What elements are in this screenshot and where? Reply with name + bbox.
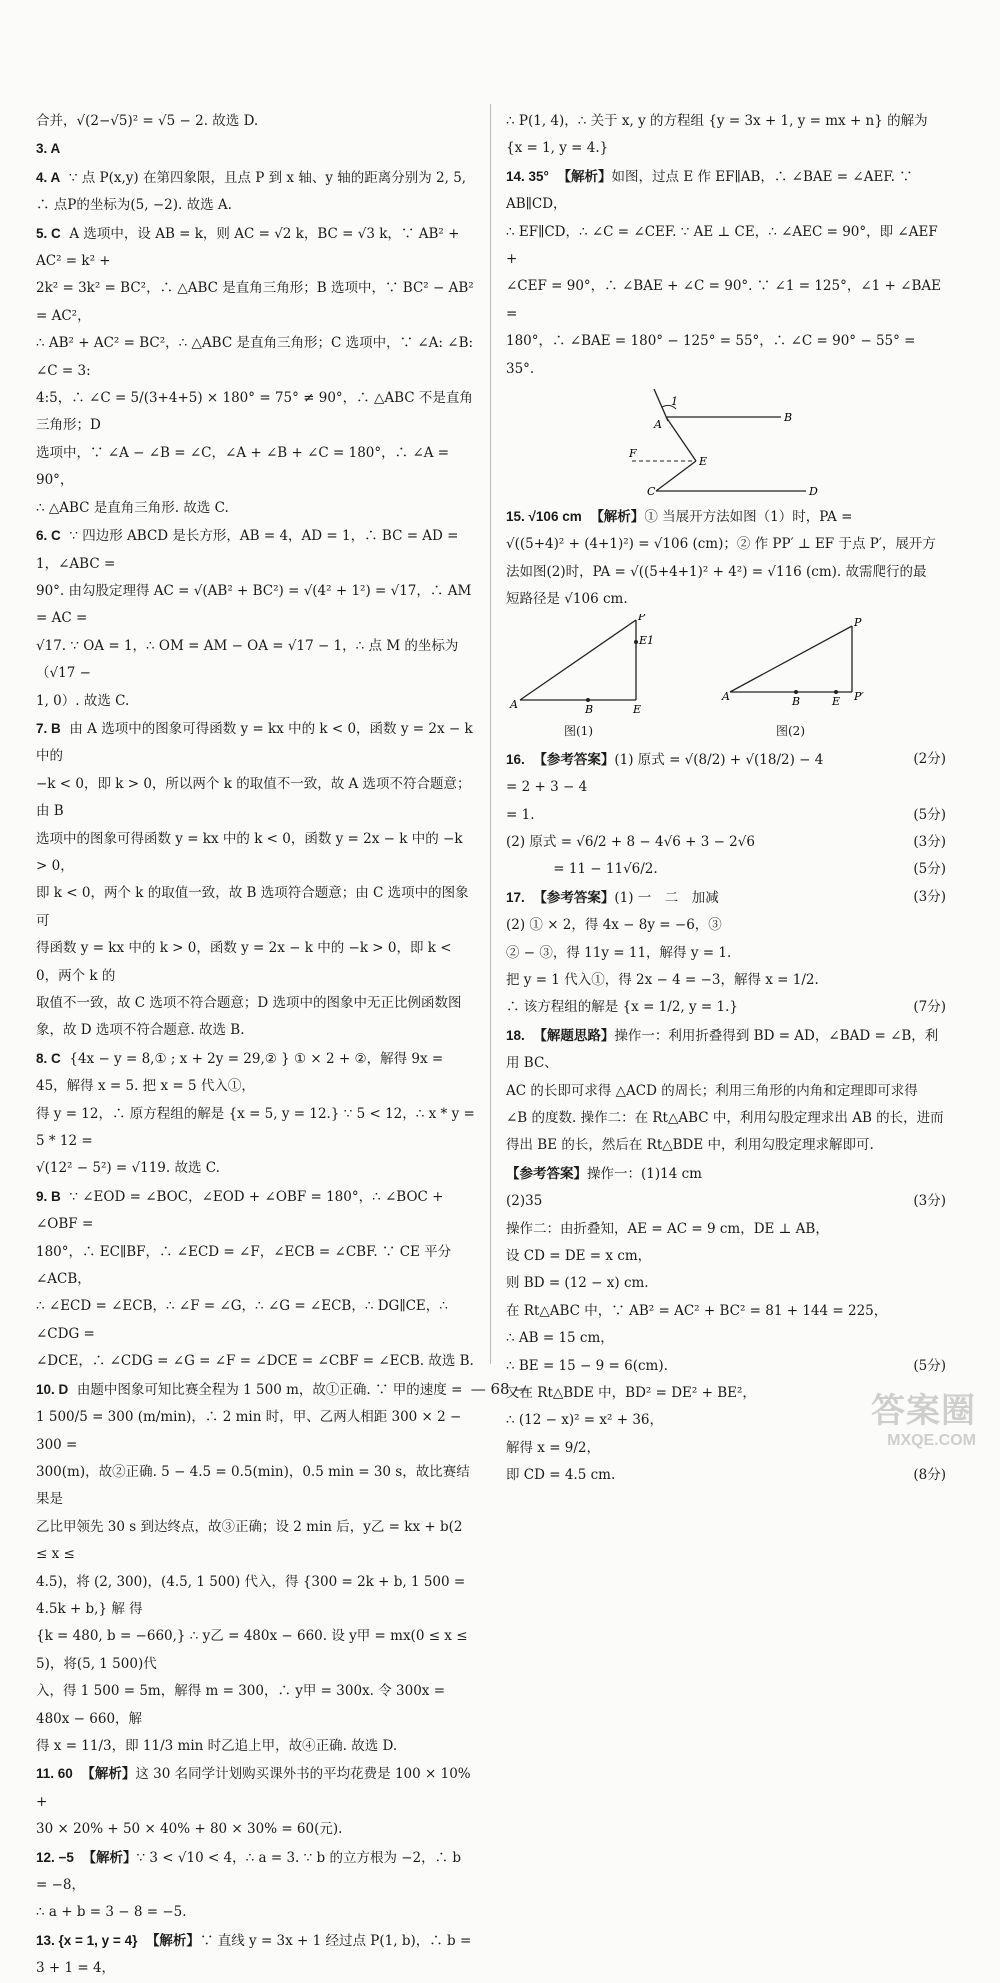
- fig15-2-label-pp: P′: [854, 689, 864, 703]
- line-text: AC 的长即可求得 △ACD 的周长；利用三角形的内角和定理即可求得: [506, 1082, 918, 1099]
- question-number: 7. B: [36, 720, 61, 736]
- line-text: 法如图(2)时，PA = √((5+4+1)² + 4²) = √116 (cm). 故需爬行的最: [506, 563, 927, 580]
- text-line: [36, 771, 476, 826]
- fig15-2-label-b: B: [792, 694, 801, 708]
- line-content: [36, 721, 477, 764]
- fig14-label-e: E: [699, 455, 708, 469]
- question-line: [36, 1045, 476, 1101]
- watermark-logo-text: 答案圈: [871, 1392, 976, 1430]
- line-text: 即 k < 0，两个 k 的取值一致，故 B 选项符合题意；由 C 选项中的图象可: [36, 885, 469, 929]
- line-text: 得 x = 11/3，即 11/3 min 时乙追上甲，故④正确. 故选 D.: [36, 1737, 398, 1754]
- line-content: [506, 774, 587, 801]
- line-text: 得出 BE 的长，然后在 Rt△BDE 中，利用勾股定理求解即可.: [506, 1137, 874, 1154]
- text-line: [506, 219, 946, 274]
- line-content: [36, 776, 471, 819]
- line-content: [506, 967, 819, 994]
- text-line: [506, 1105, 946, 1132]
- fig14-label-c: C: [647, 485, 656, 499]
- text-line: [506, 1132, 946, 1159]
- line-content: [36, 113, 258, 129]
- line-text: 即 CD = 4.5 cm.: [506, 1467, 616, 1484]
- text-line: [506, 108, 946, 163]
- line-content: [36, 197, 232, 213]
- line-content: [36, 1409, 466, 1452]
- question-number: 14. 35°: [506, 168, 549, 184]
- question-number: 12. −5: [36, 1849, 74, 1865]
- fig15-1-label-p: P: [638, 613, 646, 623]
- line-content: [506, 1078, 918, 1105]
- line-content: [506, 940, 731, 967]
- section-tag: 【参考答案】: [533, 751, 615, 767]
- text-line: [506, 967, 946, 994]
- text-line: [36, 1733, 476, 1760]
- line-text: (2) 原式 = √6/2 + 8 − 4√6 + 3 − 2√6: [506, 833, 755, 850]
- text-line: [36, 1017, 476, 1044]
- line-content: [36, 1904, 187, 1920]
- text-line: [506, 1078, 946, 1105]
- question-number: 9. B: [36, 1188, 61, 1204]
- question-line: [506, 163, 946, 219]
- page-number: — 68 —: [470, 1380, 530, 1398]
- line-text: −k < 0，即 k > 0，所以两个 k 的取值不一致，故 A 选项不符合题意；由 B: [36, 775, 471, 820]
- line-text: 1 500/5 = 300 (m/min)，∴ 2 min 时，甲、乙两人相距 300 × 2 − 300 =: [36, 1409, 466, 1453]
- text-line: [36, 1623, 476, 1678]
- text-line: [36, 275, 476, 330]
- text-line: [506, 1298, 946, 1325]
- section-tag: 【解析】: [81, 1766, 136, 1782]
- line-content: [36, 335, 477, 378]
- fig14-label-1: 1: [671, 395, 678, 409]
- line-content: [506, 884, 719, 912]
- question-number: 4. A: [36, 169, 61, 185]
- line-content: [506, 169, 917, 212]
- text-line: [36, 385, 476, 440]
- line-text: ∴ (12 − x)² = x² + 36，: [506, 1412, 664, 1429]
- line-text: 取值不一致，故 C 选项不符合题意；D 选项中的图象中无正比例函数图: [36, 995, 462, 1011]
- text-line: [506, 1325, 946, 1352]
- line-content: [36, 141, 69, 157]
- text-line: [506, 273, 946, 328]
- line-content: [506, 591, 628, 607]
- line-text: √((5+4)² + (4+1)²) = √106 (cm)；② 作 PP′ ⊥ EF 于点 P′，展开方: [506, 536, 936, 553]
- line-content: [506, 994, 738, 1021]
- line-content: [506, 1353, 668, 1380]
- text-line: [506, 1270, 946, 1297]
- line-content: [506, 1298, 887, 1325]
- fig15-1-label-a: A: [510, 697, 518, 711]
- line-text: ∴ AB = 15 cm，: [506, 1330, 614, 1347]
- line-content: [36, 1850, 465, 1893]
- line-content: [36, 1821, 342, 1837]
- line-content: [36, 1464, 470, 1507]
- line-text: 300(m)，故②正确. 5 − 4.5 = 0.5(min)，0.5 min = 30 s，故比赛结果是: [36, 1463, 470, 1508]
- text-line: [506, 1188, 946, 1215]
- text-line: [36, 1816, 476, 1843]
- fig15-1-label-b: B: [585, 702, 594, 716]
- line-text: {4x − y = 8,① ; x + 2y = 29,② } ① × 2 + ②，解得 9x = 45，解得 x = 5. 把 x = 5 代入①，: [36, 1050, 448, 1095]
- fig15-1-label-e1: E1: [639, 633, 655, 647]
- fig15-2-label-e: E: [832, 694, 841, 708]
- text-line: [36, 1899, 476, 1926]
- line-content: [506, 564, 927, 580]
- line-text: 90°. 由勾股定理得 AC = √(AB² + BC²) = √(4² + 1²) = √17，∴ AM = AC =: [36, 582, 476, 627]
- score-label: (5分): [913, 806, 946, 823]
- line-text: ∠B 的度数. 操作二：在 Rt△ABC 中，利用勾股定理求出 AB 的长，进而: [506, 1109, 944, 1126]
- column-divider: [490, 104, 491, 1364]
- line-content: [506, 1022, 946, 1078]
- line-content: [36, 1628, 472, 1671]
- text-line: [36, 330, 476, 385]
- question-line: [36, 522, 476, 578]
- line-text: 又在 Rt△BDE 中，BD² = DE² + BE²，: [506, 1385, 756, 1402]
- line-text: 1, 0）. 故选 C.: [36, 692, 130, 709]
- line-text: ∴ ∠ECD = ∠ECB，∴ ∠F = ∠G，∴ ∠G = ∠ECB，∴ DG∥CE，∴ ∠CDG =: [36, 1298, 453, 1342]
- line-content: [36, 1574, 470, 1617]
- line-text: 如图，过点 E 作 EF∥AB，∴ ∠BAE = ∠AEF. ∵ AB∥CD，: [506, 168, 917, 213]
- line-content: [36, 170, 466, 186]
- line-content: [36, 226, 464, 269]
- line-text: ∠CEF = 90°，∴ ∠BAE + ∠C = 90°. ∵ ∠1 = 125°，∠1 + ∠BAE =: [506, 278, 946, 322]
- question-number: 11. 60: [36, 1766, 73, 1782]
- figure-14: [506, 383, 946, 503]
- question-number: 8. C: [36, 1050, 61, 1066]
- line-content: [36, 1766, 475, 1809]
- line-content: [506, 1160, 702, 1188]
- line-text: ∴ P(1, 4)，∴ 关于 x, y 的方程组 {y = 3x + 1, y = mx + n} 的解为 {x = 1, y = 4.}: [506, 113, 932, 157]
- text-line: [36, 1348, 476, 1375]
- line-text: A 选项中，设 AB = k，则 AC = √2 k，BC = √3 k，∵ AB² + AC² = k² +: [36, 225, 464, 270]
- fig14-label-b: B: [784, 411, 793, 425]
- line-text: 2k² = 3k² = BC²，∴ △ABC 是直角三角形；B 选项中，∵ BC² − AB² = AC²，: [36, 280, 478, 324]
- line-text: ∵ 3 < √10 < 4，∴ a = 3. ∵ b 的立方根为 −2，∴ b = −8，: [36, 1849, 466, 1893]
- question-line: [506, 1022, 946, 1078]
- line-content: [506, 278, 945, 321]
- question-line: [36, 220, 476, 276]
- text-line: [36, 1459, 476, 1514]
- line-content: [36, 1683, 449, 1726]
- line-content: [36, 500, 229, 516]
- line-content: [36, 1738, 397, 1754]
- section-tag: 【参考答案】: [506, 1165, 587, 1181]
- text-line: [506, 940, 946, 967]
- score-label: (2分): [913, 750, 946, 767]
- text-line: [36, 1239, 476, 1294]
- line-text: 30 × 20% + 50 × 40% + 80 × 30% = 60(元).: [36, 1821, 343, 1838]
- text-line: [36, 192, 476, 219]
- line-content: [506, 113, 932, 156]
- line-content: [36, 280, 478, 323]
- text-line: [36, 1404, 476, 1459]
- fig14-label-f: F: [629, 447, 637, 461]
- watermark: [816, 1383, 976, 1473]
- text-line: [36, 880, 476, 935]
- text-line: [506, 559, 946, 586]
- line-content: [36, 940, 456, 983]
- line-content: [506, 1325, 614, 1352]
- text-line: [36, 1514, 476, 1569]
- question-line: [36, 164, 476, 192]
- line-content: [36, 1353, 474, 1369]
- line-content: [36, 1160, 220, 1176]
- line-text: 操作一：(1)14 cm: [587, 1165, 702, 1182]
- line-text: 在 Rt△ABC 中，∵ AB² = AC² + BC² = 81 + 144 = 225，: [506, 1302, 888, 1319]
- line-text: 乙比甲领先 30 s 到达终点，故③正确；设 2 min 后，y乙 = kx + b(2 ≤ x ≤: [36, 1518, 467, 1563]
- line-text: 合并，√(2−√5)² = √5 − 2. 故选 D.: [36, 113, 259, 129]
- line-content: [36, 995, 462, 1011]
- question-number: 5. C: [36, 225, 61, 241]
- line-content: [506, 829, 755, 856]
- line-content: [36, 528, 463, 571]
- line-text: ∵ 四边形 ABCD 是长方形，AB = 4，AD = 1，∴ BC = AD = 1，∠ABC =: [36, 528, 463, 572]
- right-column: [506, 108, 946, 1490]
- text-line: [36, 1678, 476, 1733]
- line-text: ∵ 直线 y = 3x + 1 经过点 P(1, b)，∴ b = 3 + 1 = 4，: [36, 1932, 476, 1977]
- line-content: [506, 1435, 600, 1462]
- line-text: 操作一：利用折叠得到 BD = AD，∠BAD = ∠B，利用 BC、: [506, 1027, 939, 1072]
- line-text: 4.5)，将 (2, 300)，(4.5, 1 500) 代入，得 {300 = 2k + b, 1 500 = 4.5k + b,} 解 得: [36, 1573, 470, 1617]
- line-content: [36, 583, 476, 626]
- line-content: [36, 693, 129, 709]
- line-text: 得函数 y = kx 中的 k > 0，函数 y = 2x − k 中的 −k > 0，即 k < 0，两个 k 的: [36, 940, 456, 984]
- line-text: 4:5，∴ ∠C = 5/(3+4+5) × 180° = 75° ≠ 90°，∴ △ABC 不是直角三角形；D: [36, 390, 473, 434]
- line-text: ∴ BE = 15 − 9 = 6(cm).: [506, 1357, 668, 1374]
- text-line: [36, 108, 476, 135]
- score-label: (3分): [913, 888, 946, 905]
- line-text: 操作二：由折叠知，AE = AC = 9 cm，DE ⊥ AB，: [506, 1220, 829, 1237]
- line-content: [36, 1933, 476, 1976]
- line-content: [506, 1188, 542, 1215]
- line-text: ∴ EF∥CD，∴ ∠C = ∠CEF. ∵ AE ⊥ CE，∴ ∠AEC = 90°，即 ∠AEF +: [506, 223, 943, 268]
- fig14-label-d: D: [809, 485, 818, 499]
- line-text: 由题中图象可知比赛全程为 1 500 m，故①正确. ∵ 甲的速度 =: [76, 1381, 463, 1398]
- line-text: 解得 x = 9/2，: [506, 1439, 601, 1456]
- score-label: (5分): [913, 861, 946, 878]
- line-text: 选项中，∵ ∠A − ∠B = ∠C，∠A + ∠B + ∠C = 180°，∴ ∠A = 90°，: [36, 444, 454, 489]
- text-line: [36, 935, 476, 990]
- line-text: 这 30 名同学计划购买课外书的平均花费是 100 × 10% +: [36, 1766, 475, 1810]
- text-line: [36, 1569, 476, 1624]
- text-line: [36, 1293, 476, 1348]
- line-content: [36, 445, 453, 488]
- line-text: 设 CD = DE = x cm，: [506, 1248, 652, 1264]
- line-text: 短路径是 √106 cm.: [506, 591, 628, 608]
- section-tag: 【解析】: [557, 168, 612, 184]
- line-content: [506, 1270, 649, 1297]
- line-text: ∴ 点P的坐标为(5, −2). 故选 A.: [36, 197, 232, 214]
- figure-15: [506, 614, 946, 746]
- line-text: √(12² − 5²) = √119. 故选 C.: [36, 1160, 220, 1177]
- figure-15-diagrams: [506, 614, 946, 724]
- fig15-1-label-e: E: [633, 702, 642, 716]
- figure-14-diagram: [506, 383, 946, 503]
- line-text: 象，故 D 选项不符合题意. 故选 B.: [36, 1022, 245, 1039]
- question-number: 18.: [506, 1027, 525, 1043]
- line-content: [36, 885, 469, 928]
- section-tag: 【解析】: [590, 509, 645, 525]
- text-line: [506, 802, 946, 829]
- section-tag: 【参考答案】: [533, 889, 615, 905]
- line-text: ∴ AB² + AC² = BC²，∴ △ABC 是直角三角形；C 选项中，∵ ∠A: ∠B: ∠C = 3:: [36, 335, 478, 379]
- line-content: [506, 1132, 874, 1159]
- line-content: [506, 1407, 663, 1434]
- line-text: {k = 480, b = −660,} ∴ y乙 = 480x − 660. 设 y甲 = mx(0 ≤ x ≤ 5)，将(5, 1 500)代: [36, 1628, 472, 1672]
- question-line: [506, 884, 946, 912]
- question-number: 13. {x = 1, y = 4}: [36, 1932, 138, 1948]
- line-content: [506, 333, 920, 376]
- line-content: [506, 746, 823, 774]
- line-text: 则 BD = (12 − x) cm.: [506, 1275, 649, 1292]
- line-content: [36, 1519, 467, 1562]
- question-line: [36, 135, 476, 163]
- line-text: ∵ 点 P(x,y) 在第四象限，且点 P 到 x 轴、y 轴的距离分别为 2, 5,: [68, 169, 467, 186]
- text-line: [36, 578, 476, 633]
- line-content: [506, 1105, 944, 1132]
- question-line: [36, 715, 476, 771]
- question-line: [36, 1760, 476, 1816]
- fig15-caption-1: 图(1): [564, 723, 593, 738]
- fig15-2-label-p: P: [854, 615, 862, 629]
- line-text: 180°，∴ ∠BAE = 180° − 125° = 55°，∴ ∠C = 90° − 55° = 35°.: [506, 333, 920, 377]
- line-content: [36, 1189, 448, 1232]
- line-content: [36, 390, 473, 433]
- line-text: 把 y = 1 代入①，得 2x − 4 = −3，解得 x = 1/2.: [506, 971, 819, 988]
- line-content: [506, 856, 658, 883]
- line-text: (2)35: [506, 1193, 543, 1210]
- question-line: [506, 746, 946, 774]
- line-text: (2) ① × 2，得 4x − 8y = −6，③: [506, 917, 722, 934]
- text-line: [36, 495, 476, 522]
- text-line: [506, 912, 946, 939]
- line-text: = 2 + 3 − 4: [506, 779, 588, 796]
- line-content: [36, 1106, 479, 1149]
- text-line: [36, 688, 476, 715]
- text-line: [506, 1216, 946, 1243]
- section-tag: 【解析】: [145, 1932, 200, 1948]
- section-tag: 【解题思路】: [533, 1027, 615, 1043]
- question-number: 10. D: [36, 1381, 69, 1397]
- line-text: = 11 − 11√6/2.: [506, 861, 658, 878]
- line-content: [506, 1216, 829, 1243]
- line-content: [506, 224, 942, 267]
- line-text: √17. ∵ OA = 1，∴ OM = AM − OA = √17 − 1，∴ 点 M 的坐标为（√17 −: [36, 637, 459, 682]
- line-text: ∴ a + b = 3 − 8 = −5.: [36, 1904, 187, 1921]
- text-line: [506, 1243, 946, 1270]
- question-line: [36, 1844, 476, 1900]
- score-label: (8分): [913, 1467, 946, 1484]
- score-label: (5分): [913, 1357, 946, 1374]
- line-content: [506, 912, 722, 939]
- question-number: 16.: [506, 751, 525, 767]
- text-line: [36, 1101, 480, 1156]
- question-line: [506, 503, 946, 531]
- line-content: [506, 1462, 615, 1489]
- question-number: 15. √106 cm: [506, 509, 582, 525]
- line-text: ② − ③，得 11y = 11，解得 y = 1.: [506, 944, 732, 961]
- left-column: [36, 108, 480, 1983]
- score-label: (7分): [913, 999, 946, 1016]
- text-line: [36, 440, 476, 495]
- line-text: (1) 一 二 加减: [614, 889, 719, 906]
- text-line: [506, 1160, 946, 1188]
- line-content: [506, 802, 534, 829]
- text-line: [36, 990, 476, 1017]
- line-text: ∠DCE，∴ ∠CDG = ∠G = ∠F = ∠DCE = ∠CBF = ∠ECB. 故选 B.: [36, 1353, 474, 1370]
- line-content: [506, 536, 936, 552]
- line-content: [36, 831, 467, 874]
- text-line: [36, 826, 476, 881]
- line-content: [36, 1051, 448, 1094]
- section-tag: 【解析】: [82, 1849, 137, 1865]
- line-content: [36, 1244, 455, 1287]
- text-line: [506, 1353, 946, 1380]
- text-line: [506, 774, 946, 801]
- line-text: 得 y = 12，∴ 原方程组的解是 {x = 5, y = 12.} ∵ 5 < 12，∴ x * y = 5 * 12 =: [36, 1105, 480, 1150]
- line-text: ∴ 该方程组的解是 {x = 1/2, y = 1.}: [506, 999, 738, 1016]
- line-content: [506, 1243, 651, 1270]
- watermark-url: MXQE.COM: [887, 1432, 976, 1449]
- fig15-2-label-a: A: [722, 689, 730, 703]
- question-number: 3. A: [36, 141, 61, 157]
- text-line: [506, 829, 946, 856]
- text-line: [506, 586, 946, 613]
- line-text: 由 A 选项中的图象可得函数 y = kx 中的 k < 0，函数 y = 2x − k 中的: [36, 720, 477, 765]
- fig14-label-a: A: [654, 418, 662, 432]
- line-text: (1) 原式 = √(8/2) + √(18/2) − 4: [614, 751, 824, 768]
- line-text: ① 当展开方法如图（1）时，PA =: [644, 509, 853, 526]
- question-number: 6. C: [36, 528, 61, 544]
- text-line: [36, 633, 476, 688]
- line-text: ∴ △ABC 是直角三角形. 故选 C.: [36, 499, 229, 516]
- line-text: 选项中的图象可得函数 y = kx 中的 k < 0，函数 y = 2x − k 中的 −k > 0，: [36, 830, 467, 874]
- question-line: [36, 1927, 476, 1983]
- line-text: 入，得 1 500 = 5m，解得 m = 300，∴ y甲 = 300x. 令 300x = 480x − 660，解: [36, 1683, 450, 1727]
- score-label: (3分): [913, 1193, 946, 1210]
- fig15-caption-2: 图(2): [776, 723, 805, 738]
- text-line: [506, 856, 946, 883]
- line-text: = 1.: [506, 806, 535, 823]
- score-label: (3分): [913, 833, 946, 850]
- text-line: [506, 531, 946, 558]
- line-content: [36, 638, 458, 681]
- line-text: 180°，∴ EC∥BF，∴ ∠ECD = ∠F，∠ECB = ∠CBF. ∵ CE 平分 ∠ACB，: [36, 1243, 456, 1288]
- line-content: [506, 509, 852, 525]
- question-line: [36, 1183, 476, 1239]
- line-content: [36, 1022, 245, 1038]
- line-content: [36, 1298, 452, 1341]
- text-line: [506, 994, 946, 1021]
- question-number: 17.: [506, 889, 525, 905]
- text-line: [36, 1155, 476, 1182]
- text-line: [506, 328, 946, 383]
- line-text: ∵ ∠EOD = ∠BOC，∠EOD + ∠OBF = 180°，∴ ∠BOC + ∠OBF =: [36, 1188, 448, 1233]
